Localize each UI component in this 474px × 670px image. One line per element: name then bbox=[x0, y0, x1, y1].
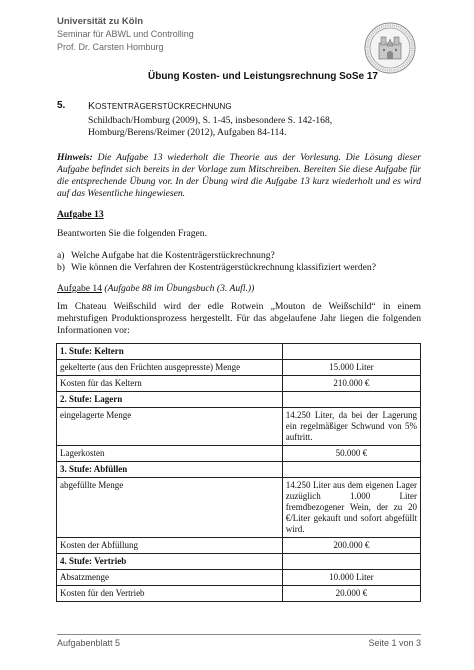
table-row: Kosten für den Vertrieb 20.000 € bbox=[57, 586, 421, 602]
table-row: abgefüllte Menge 14.250 Liter aus dem eigenen Lager zuzüglich 1.000 Liter fremdbezogener Wein, der zu 20 €/Liter gekauft und sofort abgefüllt wird. bbox=[57, 478, 421, 538]
task-14-text: Im Chateau Weißschild wird der edle Rotwein „Mouton de Weißschild“ in einem mehrstufigen Produktionsprozess hergestellt. Für das abgelaufene Jahr liegen die folgenden Informationen vor: bbox=[57, 301, 421, 336]
professor-name: Prof. Dr. Carsten Homburg bbox=[57, 42, 164, 52]
seminar-name: Seminar für ABWL und Controlling bbox=[57, 29, 194, 39]
table-row: Absatzmenge 10.000 Liter bbox=[57, 570, 421, 586]
task-14-heading: Aufgabe 14 (Aufgabe 88 im Übungsbuch (3. Aufl.)) bbox=[57, 283, 255, 294]
footer-divider bbox=[57, 634, 421, 635]
task-13-questions bbox=[57, 250, 376, 274]
table-row: 2. Stufe: Lagern bbox=[57, 392, 421, 408]
table-row: 3. Stufe: Abfüllen bbox=[57, 462, 421, 478]
reference-line: Schildbach/Homburg (2009), S. 1-45, insbesondere S. 142-168, bbox=[88, 115, 333, 126]
task-13-heading: Aufgabe 13 bbox=[57, 209, 104, 220]
table-row: 4. Stufe: Vertrieb bbox=[57, 554, 421, 570]
section-number: 5. bbox=[57, 100, 66, 111]
reference-line: Homburg/Berens/Reimer (2012), Aufgaben 84-114. bbox=[88, 127, 287, 138]
hint-label: Hinweis: bbox=[57, 152, 93, 163]
university-name: Universität zu Köln bbox=[57, 16, 144, 27]
list-item: a) Welche Aufgabe hat die Kostenträgerstückrechnung? bbox=[57, 250, 275, 261]
table-row: Kosten für das Keltern 210.000 € bbox=[57, 376, 421, 392]
letterhead bbox=[57, 15, 194, 54]
table-row: 1. Stufe: Keltern bbox=[57, 344, 421, 360]
page-title: Übung Kosten- und Leistungsrechnung SoSe 17 bbox=[147, 71, 378, 82]
table-row: Kosten der Abfüllung 200.000 € bbox=[57, 538, 421, 554]
list-item: b) Wie können die Verfahren der Kostenträgerstückrechnung klassifiziert werden? bbox=[57, 262, 376, 273]
table-row: eingelagerte Menge 14.250 Liter, da bei der Lagerung ein regelmäßiger Schwund von 5% auftritt. bbox=[57, 408, 421, 446]
production-data-table bbox=[56, 343, 421, 602]
table-row: gekelterte (aus den Früchten ausgepresste) Menge 15.000 Liter bbox=[57, 360, 421, 376]
task-13-intro: Beantworten Sie die folgenden Fragen. bbox=[57, 228, 207, 239]
hint-text: Die Aufgabe 13 wiederholt die Theorie aus der Vorlesung. Die Lösung dieser Aufgabe befindet sich bereits in der Vorlage zum Mitschreiben. Bereiten Sie diese Aufgabe für die entsprechende Übung vor. In der Übung wird die Aufgabe 13 kurz wiederholt und es wird auf das Wesentliche hingewiesen. bbox=[57, 152, 421, 199]
footer-page-number: Seite 1 von 3 bbox=[368, 638, 421, 648]
table-row: Lagerkosten 50.000 € bbox=[57, 446, 421, 462]
section-heading: KOSTENTRÄGERSTÜCKRECHNUNG bbox=[88, 100, 232, 112]
literature-references bbox=[88, 115, 332, 139]
hint-paragraph bbox=[57, 152, 421, 200]
footer-sheet-label: Aufgabenblatt 5 bbox=[57, 638, 121, 648]
university-seal-icon bbox=[364, 22, 416, 74]
